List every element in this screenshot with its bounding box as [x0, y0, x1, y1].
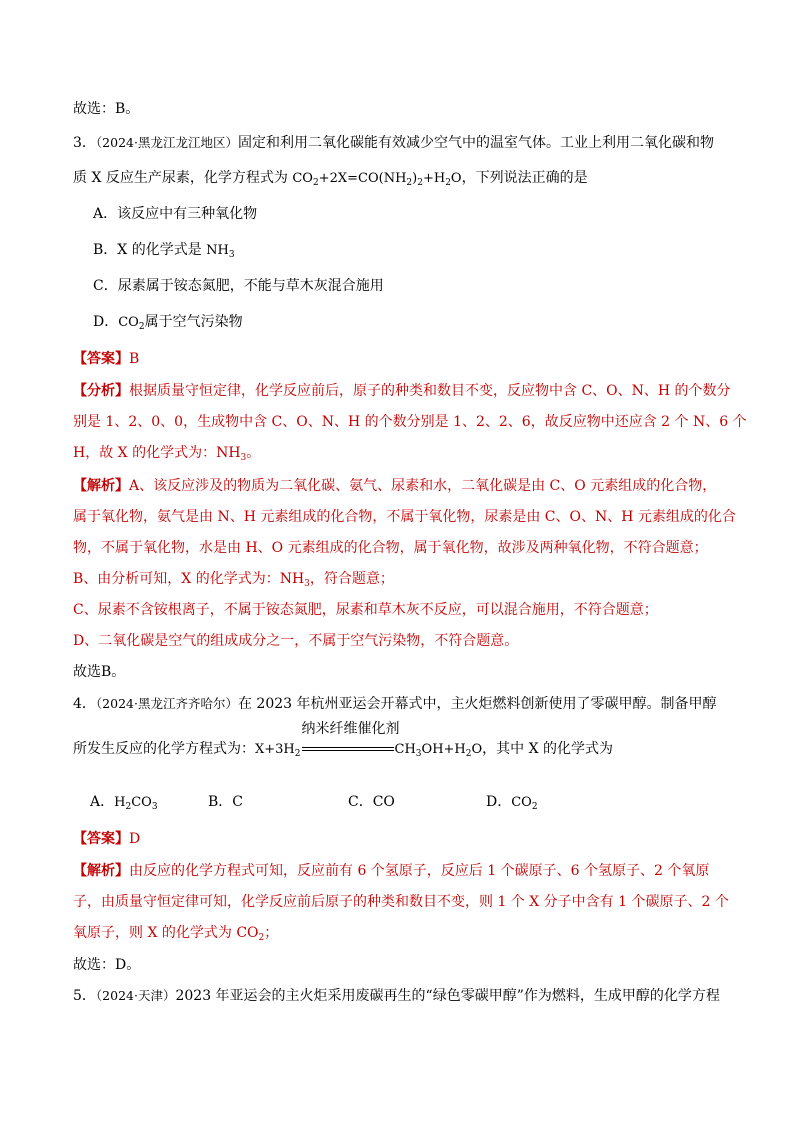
q3-stem-line-2: 质 X 反应生产尿素，化学方程式为 $CO_2+2X=CO(NH_2)_2+H_2O$，下列说法正确的是 [73, 170, 588, 188]
q4-final: 故选：D。 [73, 957, 141, 973]
q4-option-c: C．CO [348, 794, 395, 810]
q4-option-a: A．$H_2CO_3$ [90, 794, 158, 812]
q3-final: 故选B。 [73, 664, 126, 680]
q4-stem-line-1: 4．（2024·黑龙江齐齐哈尔）在 2023 年杭州亚运会开幕式中，主火炬燃料创新使用了零碳甲醇。制备甲醇 [73, 696, 717, 712]
q4-option-d: D．$CO_2$ [486, 794, 538, 812]
q4-option-b: B．C [208, 794, 243, 810]
q3-explain-line-5: C、尿素不含铵根离子，不属于铵态氮肥，尿素和草木灰不反应，可以混合施用，不符合题意； [73, 602, 658, 618]
q4-explain-line-2: 子，由质量守恒定律可知，化学反应前后原子的种类和数目不变，则 1 个 X 分子中含有 1 个碳原子、2 个 [73, 894, 729, 910]
q3-explain-line-1: 【解析】A、该反应涉及的物质为二氧化碳、氨气、尿素和水，二氧化碳是由 C、O 元素组成的化合物， [73, 478, 717, 494]
q3-answer: 【答案】B [73, 351, 140, 367]
q4-explain-line-1: 【解析】由反应的化学方程式可知，反应前有 6 个氢原子，反应后 1 个碳原子、6 个氢原子、2 个氧原 [73, 863, 710, 879]
q3-explain-line-4: B、由分析可知，X 的化学式为：$NH_3$，符合题意； [73, 571, 394, 589]
q3-option-b: B．X 的化学式是 $NH_3$ [93, 242, 235, 260]
q5-stem-line-1: 5．（2024·天津）2023 年亚运会的主火炬采用废碳再生的“绿色零碳甲醇”作为燃料，生成甲醇的化学方程 [73, 988, 720, 1004]
q3-analysis-line-1: 【分析】根据质量守恒定律，化学反应前后，原子的种类和数目不变，反应物中含 C、O、N、H 的个数分 [73, 383, 731, 399]
q3-equation: $CO_2+2X=CO(NH_2)_2+H_2O$ [292, 171, 462, 188]
q3-analysis-line-3: H，故 X 的化学式为：$NH_3$。 [73, 445, 261, 463]
q3-explain-line-6: D、二氧化碳是空气的组成成分之一，不属于空气污染物，不符合题意。 [73, 633, 519, 649]
q3-analysis-line-2: 别是 1、2、0、0，生成物中含 C、O、N、H 的个数分别是 1、2、2、6，故反应物中还应含 2 个 N、6 个 [73, 414, 747, 430]
q4-explain-line-3: 氧原子，则 X 的化学式为 $CO_2$； [73, 925, 279, 943]
catalyst-arrow: 纳米纤维催化剂 [302, 739, 394, 759]
q4-stem-line-2: 所发生反应的化学方程式为：$X+3H_2$ 纳米纤维催化剂 $CH_3OH+H_2O$，其中 X 的化学式为 [73, 721, 614, 759]
q4-equation: $X+3H_2$ 纳米纤维催化剂 $CH_3OH+H_2O$ [255, 721, 483, 759]
q3-option-c: C．尿素属于铵态氮肥，不能与草木灰混合施用 [93, 278, 384, 294]
q3-stem-line-1: 3．（2024·黑龙江龙江地区）固定和利用二氧化碳能有效减少空气中的温室气体。工业上利用二氧化碳和物 [73, 135, 714, 151]
q4-answer: 【答案】D [73, 831, 141, 847]
q3-option-d: D．$CO_2$属于空气污染物 [93, 314, 243, 332]
q3-explain-line-2: 属于氧化物，氨气是由 N、H 元素组成的化合物，不属于氧化物，尿素是由 C、O、N、H 元素组成的化合 [73, 509, 736, 525]
q3-explain-line-3: 物，不属于氧化物，水是由 H、O 元素组成的化合物，属于氧化物，故涉及两种氧化物，不符合题意； [73, 540, 708, 556]
q3-option-a: A．该反应中有三种氧化物 [93, 206, 258, 222]
previous-answer: 故选：B。 [73, 101, 140, 117]
